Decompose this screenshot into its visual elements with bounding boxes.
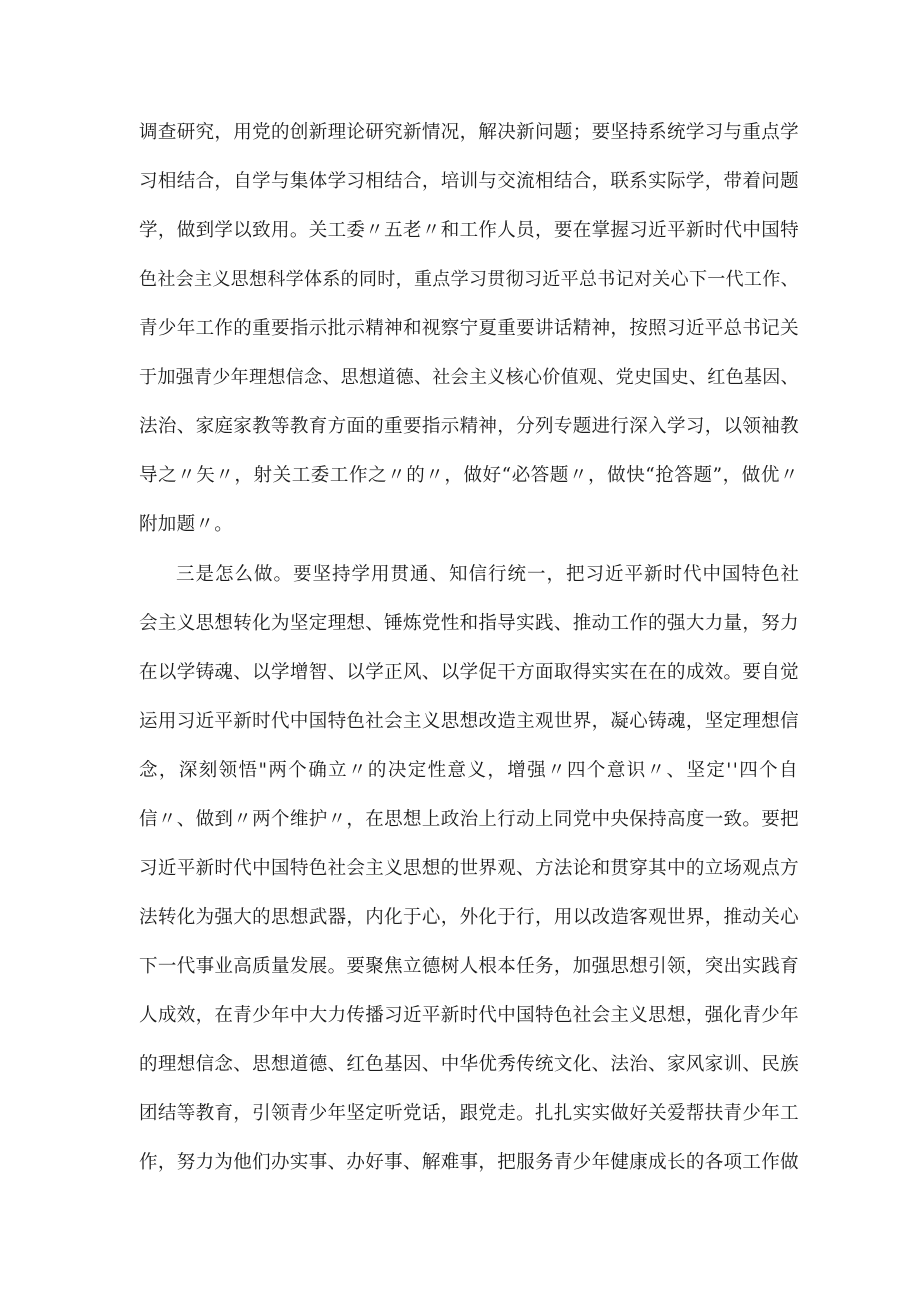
text-line: 于加强青少年理想信念、思想道德、社会主义核心价值观、党史国史、红色基因、 — [139, 367, 799, 388]
text-line: 运用习近平新时代中国特色社会主义思想改造主观世界，凝心铸魂，坚定理想信 — [139, 711, 799, 732]
text-line: 法转化为强大的思想武器，内化于心，外化于行，用以改造客观世界，推动关心 — [139, 907, 799, 928]
text-line: 团结等教育，引领青少年坚定听党话，跟党走。扎扎实实做好关爱帮扶青少年工 — [139, 1103, 799, 1124]
text-line: 习近平新时代中国特色社会主义思想的世界观、方法论和贯穿其中的立场观点方 — [139, 858, 799, 879]
text-line: 习相结合，自学与集体学习相结合，培训与交流相结合，联系实际学，带着问题 — [139, 171, 799, 192]
text-line: 下一代事业高质量发展。要聚焦立德树人根本任务，加强思想引领，突出实践育 — [139, 956, 799, 977]
text-line: 调查研究，用党的创新理论研究新情况，解决新问题；要坚持系统学习与重点学 — [139, 122, 799, 143]
text-line: 色社会主义思想科学体系的同时，重点学习贯彻习近平总书记对关心下一代工作、 — [139, 269, 799, 290]
text-line: 会主义思想转化为坚定理想、锤炼党性和指导实践、推动工作的强大力量，努力 — [139, 613, 799, 634]
text-line: 念，深刻领悟"两个确立〃的决定性意义，增强〃四个意识〃、坚定''四个自 — [139, 760, 799, 781]
text-line: 信〃、做到〃两个维护〃，在思想上政治上行动上同党中央保持高度一致。要把 — [139, 809, 799, 830]
text-line: 三是怎么做。要坚持学用贯通、知信行统一，把习近平新时代中国特色社 — [176, 564, 800, 585]
text-line: 附加题〃。 — [139, 514, 234, 535]
text-line: 在以学铸魂、以学增智、以学正风、以学促干方面取得实实在在的成效。要自觉 — [139, 662, 799, 683]
text-line: 的理想信念、思想道德、红色基因、中华优秀传统文化、法治、家风家训、民族 — [139, 1054, 799, 1075]
text-line: 青少年工作的重要指示批示精神和视察宁夏重要讲话精神，按照习近平总书记关 — [139, 318, 799, 339]
text-line: 人成效，在青少年中大力传播习近平新时代中国特色社会主义思想，强化青少年 — [139, 1005, 799, 1026]
text-line: 法治、家庭家教等教育方面的重要指示精神，分列专题进行深入学习，以领袖教 — [139, 416, 799, 437]
text-line: 作，努力为他们办实事、办好事、解难事，把服务青少年健康成长的各项工作做 — [139, 1152, 799, 1173]
text-line: 导之〃矢〃，射关工委工作之〃的〃，做好“必答题〃，做快“抢答题”，做优〃 — [139, 465, 799, 486]
text-line: 学，做到学以致用。关工委〃五老〃和工作人员，要在掌握习近平新时代中国特 — [139, 220, 799, 241]
